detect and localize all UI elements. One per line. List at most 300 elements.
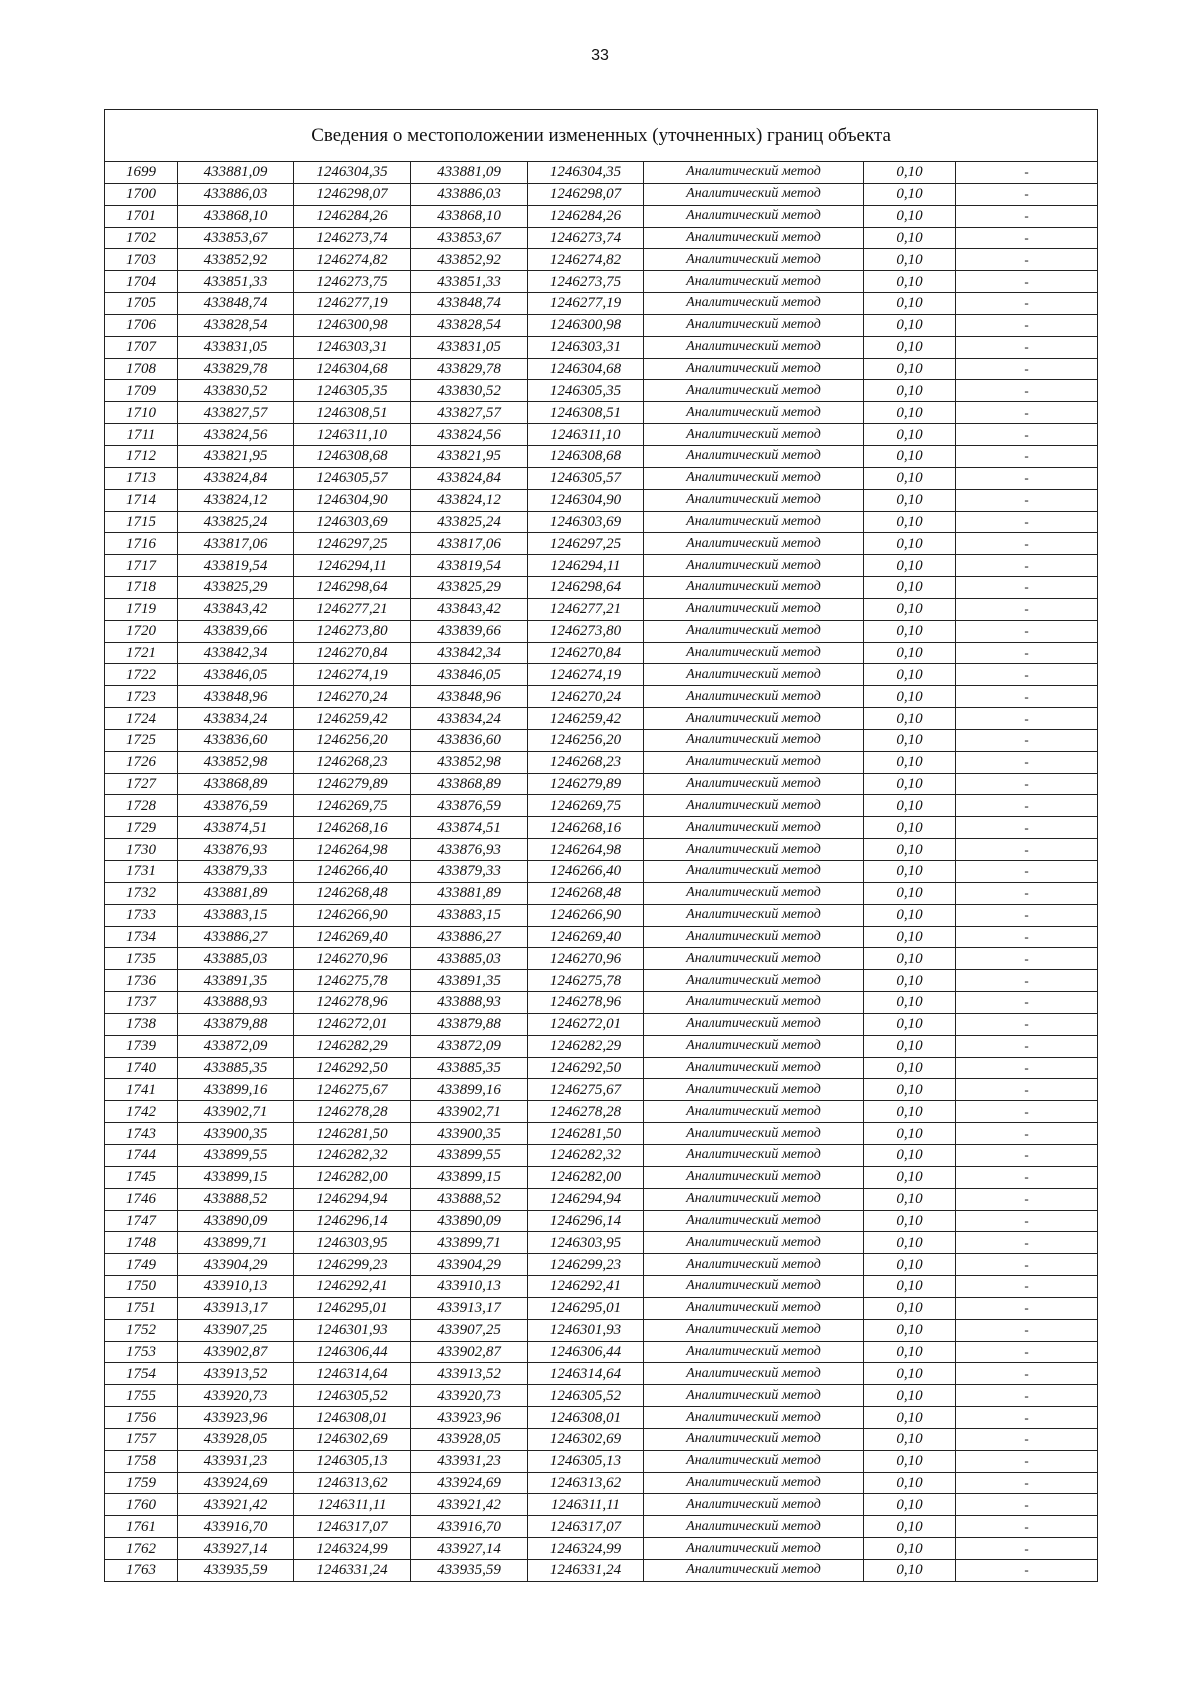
method-cell: Аналитический метод: [644, 533, 864, 555]
description-cell: -: [956, 205, 1098, 227]
x-old-cell: 433879,33: [178, 861, 294, 883]
method-cell: Аналитический метод: [644, 1232, 864, 1254]
description-cell: -: [956, 1079, 1098, 1101]
description-cell: -: [956, 839, 1098, 861]
x-old-cell: 433876,93: [178, 839, 294, 861]
method-cell: Аналитический метод: [644, 861, 864, 883]
point-number-cell: 1702: [105, 227, 178, 249]
accuracy-cell: 0,10: [864, 227, 956, 249]
x-old-cell: 433827,57: [178, 402, 294, 424]
x-new-cell: 433881,89: [411, 882, 528, 904]
boundary-coordinates-table: [104, 109, 1098, 1582]
description-cell: -: [956, 467, 1098, 489]
y-new-cell: 1246284,26: [528, 205, 644, 227]
point-number-cell: 1717: [105, 555, 178, 577]
y-new-cell: 1246306,44: [528, 1341, 644, 1363]
table-row: [105, 1013, 1098, 1035]
point-number-cell: 1731: [105, 861, 178, 883]
x-new-cell: 433935,59: [411, 1560, 528, 1582]
x-new-cell: 433824,84: [411, 467, 528, 489]
x-new-cell: 433848,74: [411, 293, 528, 315]
x-old-cell: 433927,14: [178, 1538, 294, 1560]
table-row: [105, 249, 1098, 271]
y-old-cell: 1246274,82: [294, 249, 411, 271]
table-row: [105, 751, 1098, 773]
y-new-cell: 1246278,96: [528, 992, 644, 1014]
x-old-cell: 433931,23: [178, 1450, 294, 1472]
y-old-cell: 1246297,25: [294, 533, 411, 555]
x-new-cell: 433904,29: [411, 1254, 528, 1276]
point-number-cell: 1715: [105, 511, 178, 533]
y-old-cell: 1246296,14: [294, 1210, 411, 1232]
x-new-cell: 433872,09: [411, 1035, 528, 1057]
table-row: [105, 336, 1098, 358]
method-cell: Аналитический метод: [644, 926, 864, 948]
point-number-cell: 1721: [105, 642, 178, 664]
y-new-cell: 1246313,62: [528, 1472, 644, 1494]
x-new-cell: 433827,57: [411, 402, 528, 424]
x-new-cell: 433852,92: [411, 249, 528, 271]
table-row: [105, 1079, 1098, 1101]
y-old-cell: 1246298,07: [294, 183, 411, 205]
point-number-cell: 1754: [105, 1363, 178, 1385]
accuracy-cell: 0,10: [864, 1297, 956, 1319]
method-cell: Аналитический метод: [644, 227, 864, 249]
y-old-cell: 1246314,64: [294, 1363, 411, 1385]
point-number-cell: 1753: [105, 1341, 178, 1363]
x-new-cell: 433924,69: [411, 1472, 528, 1494]
method-cell: Аналитический метод: [644, 1341, 864, 1363]
table-row: [105, 773, 1098, 795]
table-row: [105, 1560, 1098, 1582]
x-new-cell: 433899,55: [411, 1144, 528, 1166]
accuracy-cell: 0,10: [864, 205, 956, 227]
table-row: [105, 314, 1098, 336]
y-old-cell: 1246303,31: [294, 336, 411, 358]
x-new-cell: 433851,33: [411, 271, 528, 293]
accuracy-cell: 0,10: [864, 511, 956, 533]
y-new-cell: 1246266,90: [528, 904, 644, 926]
point-number-cell: 1756: [105, 1407, 178, 1429]
x-new-cell: 433876,93: [411, 839, 528, 861]
x-new-cell: 433874,51: [411, 817, 528, 839]
description-cell: -: [956, 1123, 1098, 1145]
x-old-cell: 433842,34: [178, 642, 294, 664]
x-old-cell: 433902,71: [178, 1101, 294, 1123]
y-new-cell: 1246299,23: [528, 1254, 644, 1276]
method-cell: Аналитический метод: [644, 751, 864, 773]
accuracy-cell: 0,10: [864, 249, 956, 271]
accuracy-cell: 0,10: [864, 1450, 956, 1472]
method-cell: Аналитический метод: [644, 1472, 864, 1494]
x-old-cell: 433902,87: [178, 1341, 294, 1363]
description-cell: -: [956, 861, 1098, 883]
x-new-cell: 433881,09: [411, 162, 528, 184]
accuracy-cell: 0,10: [864, 1276, 956, 1298]
point-number-cell: 1733: [105, 904, 178, 926]
table-row: [105, 533, 1098, 555]
method-cell: Аналитический метод: [644, 293, 864, 315]
x-old-cell: 433829,78: [178, 358, 294, 380]
table-row: [105, 1188, 1098, 1210]
point-number-cell: 1711: [105, 424, 178, 446]
accuracy-cell: 0,10: [864, 1144, 956, 1166]
description-cell: -: [956, 1407, 1098, 1429]
method-cell: Аналитический метод: [644, 402, 864, 424]
table-row: [105, 358, 1098, 380]
point-number-cell: 1747: [105, 1210, 178, 1232]
x-new-cell: 433910,13: [411, 1276, 528, 1298]
x-new-cell: 433848,96: [411, 686, 528, 708]
x-new-cell: 433839,66: [411, 620, 528, 642]
y-old-cell: 1246284,26: [294, 205, 411, 227]
table-row: [105, 445, 1098, 467]
description-cell: -: [956, 1516, 1098, 1538]
point-number-cell: 1704: [105, 271, 178, 293]
method-cell: Аналитический метод: [644, 1494, 864, 1516]
x-new-cell: 433902,71: [411, 1101, 528, 1123]
y-old-cell: 1246302,69: [294, 1428, 411, 1450]
y-old-cell: 1246311,11: [294, 1494, 411, 1516]
y-new-cell: 1246274,19: [528, 664, 644, 686]
description-cell: -: [956, 1385, 1098, 1407]
x-new-cell: 433883,15: [411, 904, 528, 926]
table-row: [105, 882, 1098, 904]
x-old-cell: 433879,88: [178, 1013, 294, 1035]
x-old-cell: 433921,42: [178, 1494, 294, 1516]
y-new-cell: 1246302,69: [528, 1428, 644, 1450]
x-new-cell: 433920,73: [411, 1385, 528, 1407]
method-cell: Аналитический метод: [644, 1079, 864, 1101]
description-cell: -: [956, 773, 1098, 795]
x-old-cell: 433928,05: [178, 1428, 294, 1450]
accuracy-cell: 0,10: [864, 380, 956, 402]
point-number-cell: 1761: [105, 1516, 178, 1538]
x-new-cell: 433916,70: [411, 1516, 528, 1538]
description-cell: -: [956, 1341, 1098, 1363]
x-new-cell: 433825,24: [411, 511, 528, 533]
description-cell: -: [956, 1538, 1098, 1560]
description-cell: -: [956, 1144, 1098, 1166]
table-row: [105, 839, 1098, 861]
description-cell: -: [956, 904, 1098, 926]
y-old-cell: 1246266,40: [294, 861, 411, 883]
x-old-cell: 433834,24: [178, 708, 294, 730]
table-row: [105, 1472, 1098, 1494]
point-number-cell: 1722: [105, 664, 178, 686]
method-cell: Аналитический метод: [644, 773, 864, 795]
x-new-cell: 433829,78: [411, 358, 528, 380]
accuracy-cell: 0,10: [864, 358, 956, 380]
y-new-cell: 1246270,24: [528, 686, 644, 708]
accuracy-cell: 0,10: [864, 162, 956, 184]
y-old-cell: 1246324,99: [294, 1538, 411, 1560]
x-old-cell: 433824,84: [178, 467, 294, 489]
point-number-cell: 1706: [105, 314, 178, 336]
description-cell: -: [956, 882, 1098, 904]
accuracy-cell: 0,10: [864, 992, 956, 1014]
accuracy-cell: 0,10: [864, 642, 956, 664]
method-cell: Аналитический метод: [644, 1363, 864, 1385]
y-new-cell: 1246272,01: [528, 1013, 644, 1035]
point-number-cell: 1745: [105, 1166, 178, 1188]
x-old-cell: 433899,55: [178, 1144, 294, 1166]
x-old-cell: 433824,56: [178, 424, 294, 446]
x-old-cell: 433913,17: [178, 1297, 294, 1319]
table-row: [105, 1166, 1098, 1188]
table-row: [105, 948, 1098, 970]
description-cell: -: [956, 511, 1098, 533]
table-row: [105, 205, 1098, 227]
method-cell: Аналитический метод: [644, 1297, 864, 1319]
accuracy-cell: 0,10: [864, 555, 956, 577]
y-old-cell: 1246331,24: [294, 1560, 411, 1582]
point-number-cell: 1743: [105, 1123, 178, 1145]
y-old-cell: 1246278,96: [294, 992, 411, 1014]
y-old-cell: 1246282,00: [294, 1166, 411, 1188]
table-row: [105, 664, 1098, 686]
method-cell: Аналитический метод: [644, 1013, 864, 1035]
table-row: [105, 227, 1098, 249]
x-new-cell: 433913,52: [411, 1363, 528, 1385]
accuracy-cell: 0,10: [864, 926, 956, 948]
point-number-cell: 1744: [105, 1144, 178, 1166]
x-old-cell: 433916,70: [178, 1516, 294, 1538]
y-old-cell: 1246292,50: [294, 1057, 411, 1079]
x-old-cell: 433825,24: [178, 511, 294, 533]
table-row: [105, 424, 1098, 446]
description-cell: -: [956, 1188, 1098, 1210]
table-row: [105, 904, 1098, 926]
point-number-cell: 1705: [105, 293, 178, 315]
y-new-cell: 1246268,23: [528, 751, 644, 773]
x-old-cell: 433876,59: [178, 795, 294, 817]
method-cell: Аналитический метод: [644, 1166, 864, 1188]
description-cell: -: [956, 577, 1098, 599]
x-new-cell: 433913,17: [411, 1297, 528, 1319]
point-number-cell: 1757: [105, 1428, 178, 1450]
description-cell: -: [956, 402, 1098, 424]
description-cell: -: [956, 1450, 1098, 1472]
point-number-cell: 1759: [105, 1472, 178, 1494]
x-old-cell: 433923,96: [178, 1407, 294, 1429]
y-new-cell: 1246277,21: [528, 598, 644, 620]
method-cell: Аналитический метод: [644, 817, 864, 839]
x-old-cell: 433883,15: [178, 904, 294, 926]
y-old-cell: 1246294,94: [294, 1188, 411, 1210]
point-number-cell: 1727: [105, 773, 178, 795]
x-new-cell: 433821,95: [411, 445, 528, 467]
accuracy-cell: 0,10: [864, 445, 956, 467]
x-new-cell: 433888,93: [411, 992, 528, 1014]
y-new-cell: 1246282,32: [528, 1144, 644, 1166]
method-cell: Аналитический метод: [644, 162, 864, 184]
method-cell: Аналитический метод: [644, 1428, 864, 1450]
table-title: Сведения о местоположении измененных (уточненных) границ объекта: [105, 110, 1098, 162]
y-old-cell: 1246304,35: [294, 162, 411, 184]
method-cell: Аналитический метод: [644, 205, 864, 227]
y-old-cell: 1246274,19: [294, 664, 411, 686]
table-row: [105, 686, 1098, 708]
y-old-cell: 1246259,42: [294, 708, 411, 730]
point-number-cell: 1732: [105, 882, 178, 904]
accuracy-cell: 0,10: [864, 795, 956, 817]
description-cell: -: [956, 1297, 1098, 1319]
description-cell: -: [956, 926, 1098, 948]
table-row: [105, 926, 1098, 948]
x-new-cell: 433817,06: [411, 533, 528, 555]
x-old-cell: 433899,71: [178, 1232, 294, 1254]
method-cell: Аналитический метод: [644, 686, 864, 708]
method-cell: Аналитический метод: [644, 1210, 864, 1232]
y-old-cell: 1246304,68: [294, 358, 411, 380]
x-old-cell: 433924,69: [178, 1472, 294, 1494]
method-cell: Аналитический метод: [644, 620, 864, 642]
x-old-cell: 433913,52: [178, 1363, 294, 1385]
point-number-cell: 1752: [105, 1319, 178, 1341]
x-new-cell: 433879,88: [411, 1013, 528, 1035]
point-number-cell: 1763: [105, 1560, 178, 1582]
y-old-cell: 1246278,28: [294, 1101, 411, 1123]
table-title-row: [105, 110, 1098, 162]
table-row: [105, 1123, 1098, 1145]
page-number: 33: [591, 47, 609, 64]
y-new-cell: 1246264,98: [528, 839, 644, 861]
accuracy-cell: 0,10: [864, 686, 956, 708]
table-row: [105, 1210, 1098, 1232]
point-number-cell: 1734: [105, 926, 178, 948]
y-old-cell: 1246269,75: [294, 795, 411, 817]
point-number-cell: 1730: [105, 839, 178, 861]
accuracy-cell: 0,10: [864, 1210, 956, 1232]
accuracy-cell: 0,10: [864, 533, 956, 555]
description-cell: -: [956, 489, 1098, 511]
description-cell: -: [956, 227, 1098, 249]
x-new-cell: 433931,23: [411, 1450, 528, 1472]
x-old-cell: 433899,15: [178, 1166, 294, 1188]
x-new-cell: 433831,05: [411, 336, 528, 358]
description-cell: -: [956, 598, 1098, 620]
x-old-cell: 433825,29: [178, 577, 294, 599]
description-cell: -: [956, 336, 1098, 358]
accuracy-cell: 0,10: [864, 751, 956, 773]
y-new-cell: 1246273,75: [528, 271, 644, 293]
table-row: [105, 555, 1098, 577]
x-new-cell: 433886,27: [411, 926, 528, 948]
x-old-cell: 433874,51: [178, 817, 294, 839]
x-new-cell: 433846,05: [411, 664, 528, 686]
table-row: [105, 1254, 1098, 1276]
method-cell: Аналитический метод: [644, 1450, 864, 1472]
x-old-cell: 433851,33: [178, 271, 294, 293]
y-old-cell: 1246295,01: [294, 1297, 411, 1319]
x-new-cell: 433888,52: [411, 1188, 528, 1210]
point-number-cell: 1703: [105, 249, 178, 271]
y-old-cell: 1246275,78: [294, 970, 411, 992]
x-new-cell: 433824,12: [411, 489, 528, 511]
x-new-cell: 433876,59: [411, 795, 528, 817]
accuracy-cell: 0,10: [864, 1166, 956, 1188]
y-new-cell: 1246277,19: [528, 293, 644, 315]
point-number-cell: 1742: [105, 1101, 178, 1123]
point-number-cell: 1751: [105, 1297, 178, 1319]
y-new-cell: 1246270,84: [528, 642, 644, 664]
accuracy-cell: 0,10: [864, 1123, 956, 1145]
y-old-cell: 1246311,10: [294, 424, 411, 446]
accuracy-cell: 0,10: [864, 1560, 956, 1582]
description-cell: -: [956, 1232, 1098, 1254]
accuracy-cell: 0,10: [864, 424, 956, 446]
table-row: [105, 861, 1098, 883]
y-old-cell: 1246270,24: [294, 686, 411, 708]
description-cell: -: [956, 1428, 1098, 1450]
point-number-cell: 1719: [105, 598, 178, 620]
x-old-cell: 433852,92: [178, 249, 294, 271]
y-old-cell: 1246273,75: [294, 271, 411, 293]
accuracy-cell: 0,10: [864, 1494, 956, 1516]
table-row: [105, 970, 1098, 992]
table-row: [105, 1407, 1098, 1429]
point-number-cell: 1760: [105, 1494, 178, 1516]
method-cell: Аналитический метод: [644, 1385, 864, 1407]
point-number-cell: 1709: [105, 380, 178, 402]
x-new-cell: 433885,03: [411, 948, 528, 970]
point-number-cell: 1741: [105, 1079, 178, 1101]
point-number-cell: 1710: [105, 402, 178, 424]
accuracy-cell: 0,10: [864, 729, 956, 751]
accuracy-cell: 0,10: [864, 577, 956, 599]
table-row: [105, 380, 1098, 402]
y-old-cell: 1246277,19: [294, 293, 411, 315]
point-number-cell: 1737: [105, 992, 178, 1014]
y-new-cell: 1246314,64: [528, 1363, 644, 1385]
x-old-cell: 433891,35: [178, 970, 294, 992]
y-new-cell: 1246273,80: [528, 620, 644, 642]
y-old-cell: 1246275,67: [294, 1079, 411, 1101]
y-new-cell: 1246278,28: [528, 1101, 644, 1123]
method-cell: Аналитический метод: [644, 467, 864, 489]
method-cell: Аналитический метод: [644, 839, 864, 861]
x-new-cell: 433891,35: [411, 970, 528, 992]
y-old-cell: 1246304,90: [294, 489, 411, 511]
x-new-cell: 433825,29: [411, 577, 528, 599]
accuracy-cell: 0,10: [864, 1538, 956, 1560]
y-new-cell: 1246308,68: [528, 445, 644, 467]
description-cell: -: [956, 1560, 1098, 1582]
accuracy-cell: 0,10: [864, 839, 956, 861]
accuracy-cell: 0,10: [864, 1101, 956, 1123]
description-cell: -: [956, 424, 1098, 446]
y-old-cell: 1246273,74: [294, 227, 411, 249]
y-new-cell: 1246317,07: [528, 1516, 644, 1538]
description-cell: -: [956, 992, 1098, 1014]
point-number-cell: 1707: [105, 336, 178, 358]
description-cell: -: [956, 948, 1098, 970]
y-old-cell: 1246299,23: [294, 1254, 411, 1276]
y-new-cell: 1246294,94: [528, 1188, 644, 1210]
x-new-cell: 433923,96: [411, 1407, 528, 1429]
x-new-cell: 433824,56: [411, 424, 528, 446]
x-old-cell: 433888,93: [178, 992, 294, 1014]
point-number-cell: 1750: [105, 1276, 178, 1298]
accuracy-cell: 0,10: [864, 1232, 956, 1254]
point-number-cell: 1716: [105, 533, 178, 555]
table-row: [105, 1319, 1098, 1341]
accuracy-cell: 0,10: [864, 183, 956, 205]
y-old-cell: 1246300,98: [294, 314, 411, 336]
y-new-cell: 1246304,68: [528, 358, 644, 380]
accuracy-cell: 0,10: [864, 1254, 956, 1276]
